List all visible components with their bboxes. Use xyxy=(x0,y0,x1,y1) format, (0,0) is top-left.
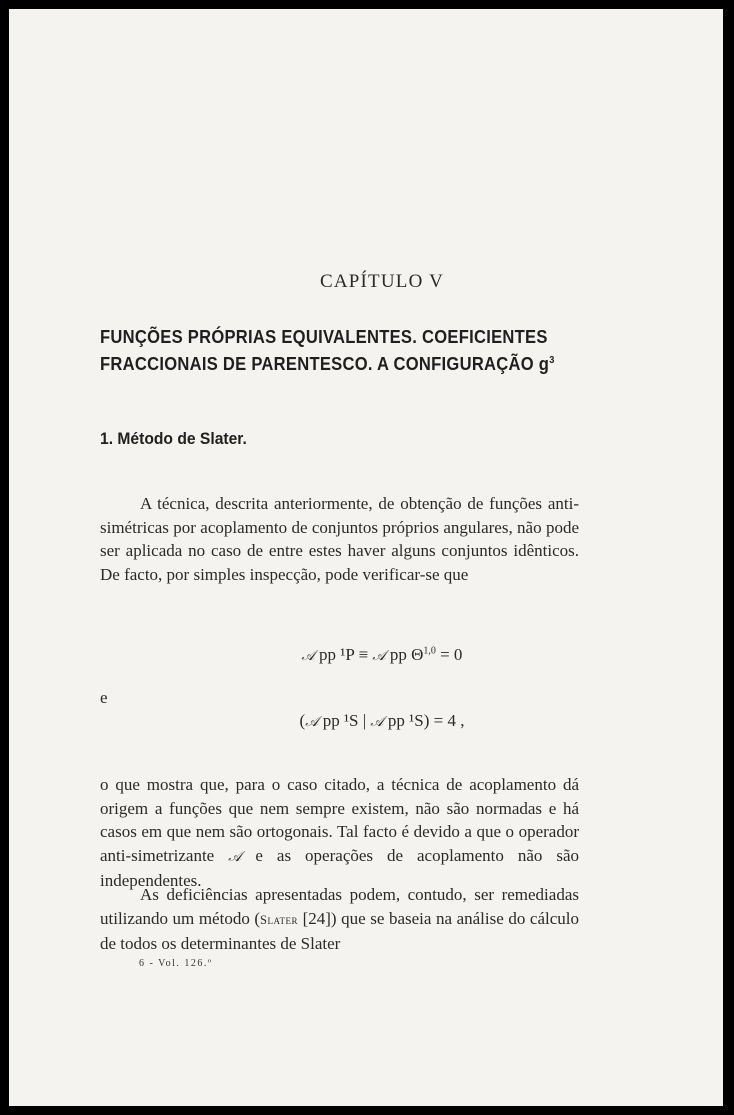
page-footer: 6 - Vol. 126.º xyxy=(139,958,213,969)
antisymmetrizer-symbol: 𝒜 xyxy=(372,648,386,664)
chapter-heading: CAPÍTULO V xyxy=(319,271,445,292)
equation-2 xyxy=(9,711,734,731)
equation-2-right: pp ¹S) = 4 , xyxy=(387,711,465,730)
paragraph-3 xyxy=(100,883,579,956)
section-heading: 1. Método de Slater. xyxy=(100,429,247,448)
chapter-title-superscript: 3 xyxy=(549,355,555,366)
paragraph-3-text-b: [24]) que se baseia na análise do cálculo de todos os determinantes de Slater xyxy=(100,908,579,953)
equation-1-superscript: 1,0 xyxy=(423,645,436,657)
equation-1-left: pp ¹P ≡ xyxy=(319,645,369,664)
equation-1 xyxy=(9,645,734,665)
equation-2-open: ( xyxy=(299,711,306,730)
equation-2-left: pp ¹S | xyxy=(322,711,367,730)
page xyxy=(9,9,723,1106)
paragraph-2 xyxy=(100,773,579,893)
chapter-title-line2 xyxy=(100,354,555,375)
chapter-title-line2-text: FRACCIONAIS DE PARENTESCO. A CONFIGURAÇÃO g xyxy=(100,354,550,374)
paragraph-3-text-a: As deficiências apresentadas podem, contudo, ser remediadas utilizando um método ( xyxy=(100,885,579,928)
antisymmetrizer-symbol: 𝒜 xyxy=(305,714,319,730)
antisymmetrizer-symbol: 𝒜 xyxy=(228,848,242,865)
antisymmetrizer-symbol: 𝒜 xyxy=(301,648,315,664)
chapter-title-line1: FUNÇÕES PRÓPRIAS EQUIVALENTES. COEFICIENTES xyxy=(100,327,548,347)
paragraph-2-text-a: o que mostra que, para o caso citado, a técnica de acoplamento dá origem a funções que nem sempre existem, não são normadas e há casos em que nem são ortogonais. Tal facto é devido a que o operador anti-simetrizante xyxy=(100,775,579,865)
paragraph-1: A técnica, descrita anteriormente, de obtenção de funções anti-simétricas por acoplamento de conjuntos próprios angulares, não pode ser aplicada no caso de entre estes haver alguns conjuntos idênticos. De facto, por simples inspecção, pode verificar-se que xyxy=(100,494,579,584)
paragraph-2-text-b: e as operações de acoplamento não são independentes. xyxy=(100,845,579,890)
equation-1-right: pp Θ xyxy=(389,645,424,664)
antisymmetrizer-symbol: 𝒜 xyxy=(370,714,384,730)
equation-1-end: = 0 xyxy=(440,645,463,664)
conjunction: e xyxy=(100,688,108,707)
author-citation: Slater xyxy=(260,912,298,927)
